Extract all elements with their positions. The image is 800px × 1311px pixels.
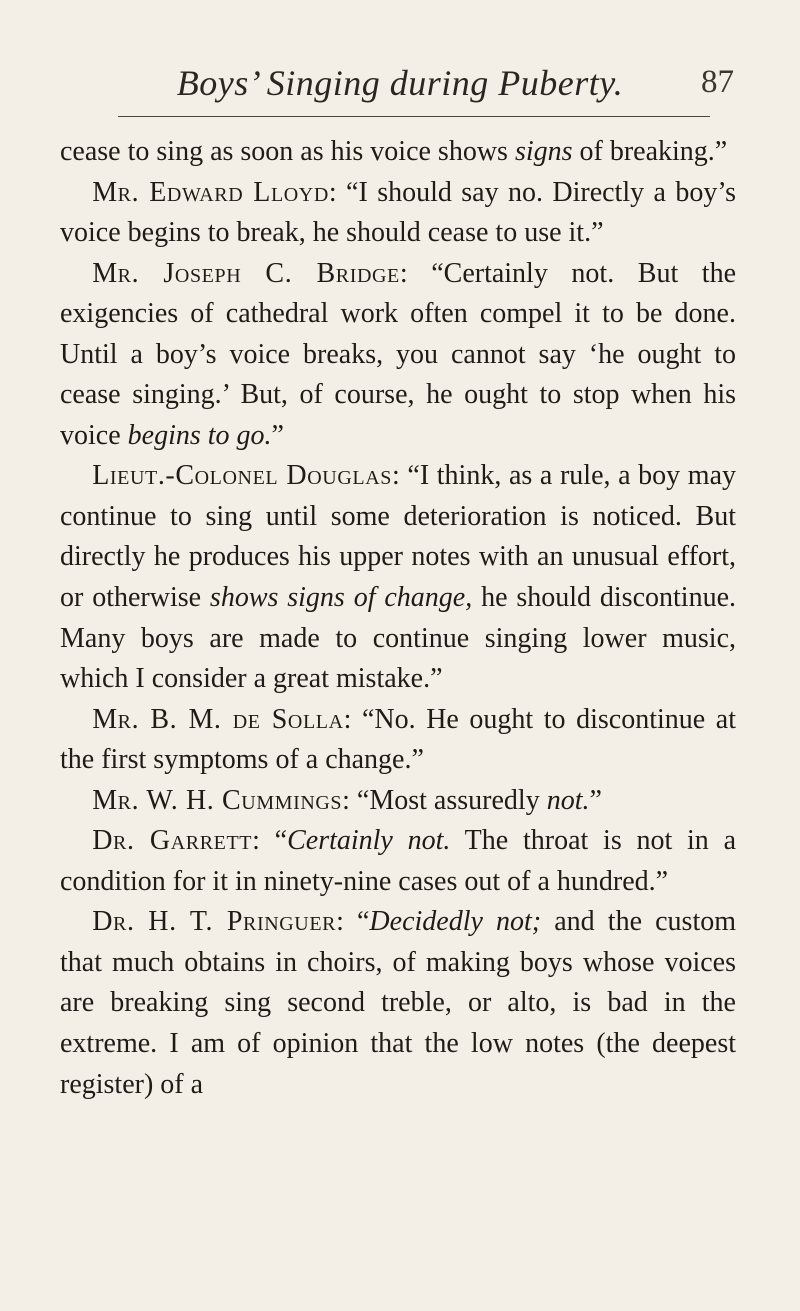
italic-text: signs [514, 136, 573, 167]
italic-text: Certainly not. [287, 825, 451, 857]
text-segment: : “ [252, 825, 288, 857]
speaker-name: Lieut.-Colonel Douglas [92, 460, 392, 492]
text-segment: : “ [336, 906, 370, 938]
text-segment: cease to sing as soon as his voice shows [60, 136, 515, 167]
text-segment: ” [271, 419, 284, 451]
speaker-name: Mr. B. M. de Solla [92, 703, 344, 735]
paragraph [60, 902, 736, 1105]
text-segment: ” [589, 784, 602, 816]
running-head [0, 62, 800, 110]
text-segment: : “Most assuredly [342, 784, 547, 816]
text-segment: : “I should say no. Directly a boy’s voice begins to break, he should cease to use it.” [60, 176, 736, 249]
paragraph [60, 254, 736, 457]
paragraph [60, 700, 736, 781]
italic-text: shows signs of change, [209, 582, 473, 614]
text-segment: : “No. He ought to discontinue at the first symptoms of a change.” [60, 703, 736, 776]
speaker-name: Dr. H. T. Pringuer [92, 906, 337, 938]
paragraph [60, 781, 736, 822]
text-segment: and the custom that much obtains in choirs, of making boys whose voices are breaking sing second treble, or alto, is bad in the extreme. I am of opinion that the low notes (the deepest register) of a [60, 906, 736, 1100]
text-segment: The throat is not in a condition for it in ninety-nine cases out of a hundred.” [60, 825, 736, 897]
italic-text: Decidedly not; [369, 906, 542, 938]
paragraph [60, 132, 736, 173]
paragraph [60, 456, 736, 699]
running-title: Boys’ Singing during Puberty. [176, 63, 624, 103]
paragraph [60, 173, 736, 254]
italic-text: not. [546, 784, 590, 816]
speaker-name: Mr. Edward Lloyd [92, 176, 329, 208]
text-segment: he should discontinue. Many boys are made to continue singing lower music, which I consider a great mistake.” [60, 582, 736, 695]
header-rule [118, 116, 710, 117]
paragraph [60, 821, 736, 902]
text-segment: of breaking.” [572, 136, 728, 167]
speaker-name: Mr. W. H. Cummings [92, 784, 343, 816]
text-segment: : “Certainly not. But the exigencies of cathedral work often compel it to be done. Until a boy’s voice breaks, you cannot say ‘he ought to cease singing.’ But, of course, he ought to stop when his voice [60, 257, 737, 451]
text-segment: : “I think, as a rule, a boy may continue to sing until some deterioration is noticed. But directly he produces his upper notes with an unusual effort, or otherwise [60, 460, 737, 614]
body-text [60, 132, 736, 1105]
page-number: 87 [701, 64, 734, 100]
speaker-name: Dr. Garrett [92, 825, 253, 857]
speaker-name: Mr. Joseph C. Bridge [92, 257, 400, 289]
italic-text: begins to go. [127, 419, 272, 451]
